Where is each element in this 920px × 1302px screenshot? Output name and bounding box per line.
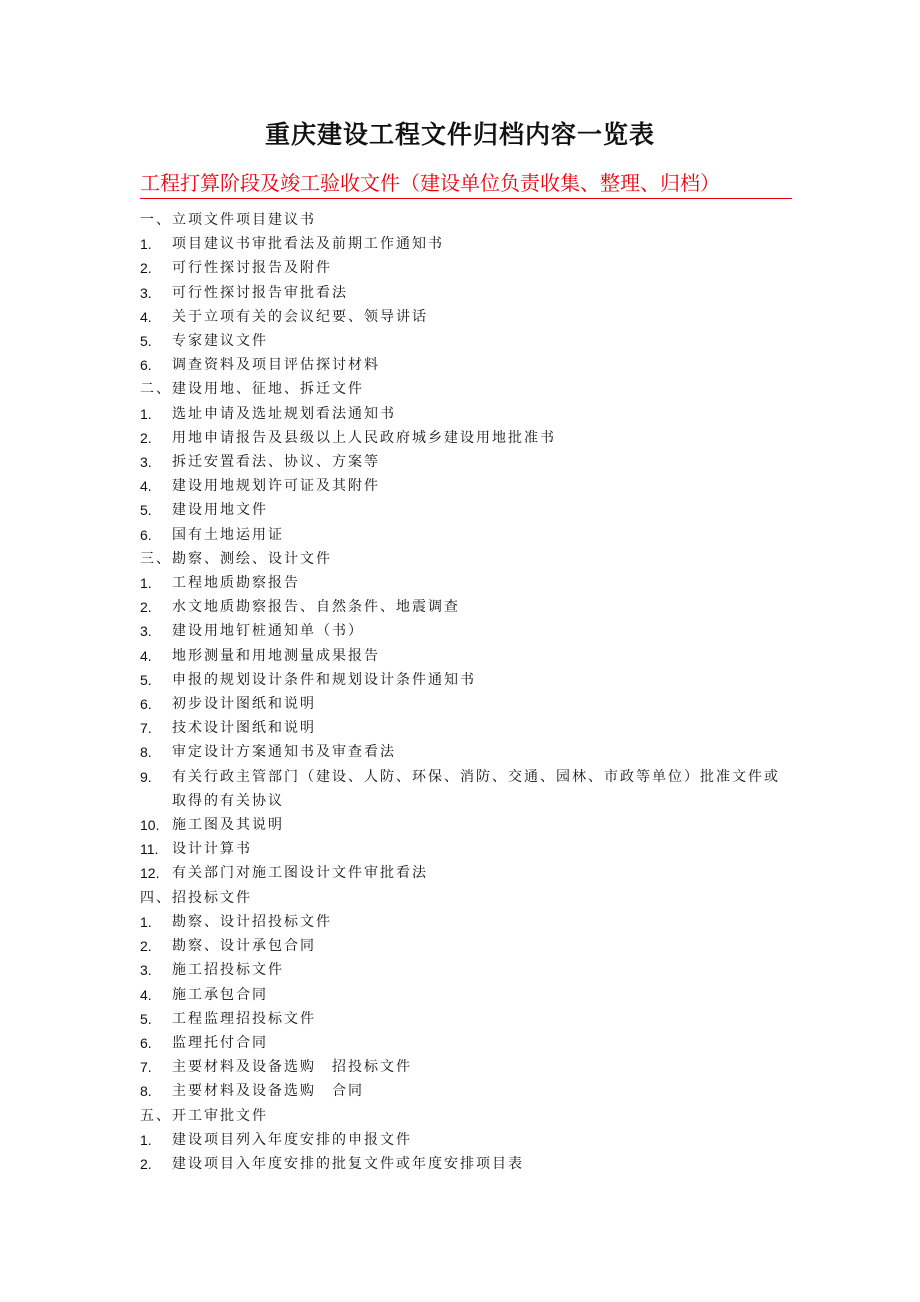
list-item [140,426,790,450]
list-item-text: 工程地质勘察报告 [172,575,300,592]
list-item-number: 2. [140,1155,152,1172]
list-item [140,305,790,329]
list-item-text: 项目建议书审批看法及前期工作通知书 [172,236,444,253]
list-item-text: 勘察、设计招投标文件 [172,913,332,930]
list-item-number: 9. [140,768,152,785]
list-item-text: 施工图及其说明 [172,817,284,834]
list-item-number: 4. [140,308,152,325]
list-item [140,1128,790,1152]
list-item-number: 2. [140,260,152,277]
list-item-text: 勘察、设计承包合同 [172,938,316,955]
list-item-text: 选址申请及选址规划看法通知书 [172,405,396,422]
list-item-number: 5. [140,502,152,519]
list-item [140,983,790,1007]
section-heading-text: 一、立项文件项目建议书 [140,212,316,228]
list-item [140,740,790,764]
list-item-text: 设计计算书 [172,841,252,858]
section-heading-text: 五、开工审批文件 [140,1107,268,1124]
list-item-text: 申报的规划设计条件和规划设计条件通知书 [172,671,476,688]
list-item-text: 建设项目列入年度安排的申报文件 [172,1131,412,1148]
list-item-text: 可行性探讨报告及附件 [172,260,332,277]
list-item-number: 8. [140,1083,152,1100]
list-item-number: 11. [140,841,159,858]
list-item-number: 3. [140,623,152,640]
list-item [140,644,790,668]
list-item-text: 拆迁安置看法、协议、方案等 [172,454,380,471]
list-item [140,571,790,595]
list-item [140,281,790,305]
list-item-number: 5. [140,671,152,688]
list-item-text: 工程监理招投标文件 [172,1010,316,1027]
list-item [140,1055,790,1079]
list-item [140,716,790,740]
list-item-text: 审定设计方案通知书及审查看法 [172,744,396,761]
list-item-text: 国有土地运用证 [172,526,284,543]
list-item-number: 6. [140,526,152,543]
list-item [140,1007,790,1031]
list-item-number: 2. [140,938,152,955]
list-item [140,523,790,547]
list-item-text: 水文地质勘察报告、自然条件、地震调查 [172,599,460,616]
list-item-text: 施工承包合同 [172,986,268,1003]
list-item-number: 4. [140,647,152,664]
section-heading-text: 三、勘察、测绘、设计文件 [140,550,332,567]
list-item-number: 3. [140,962,152,979]
list-item-number: 1. [140,236,152,253]
list-item-text: 施工招投标文件 [172,962,284,979]
list-item-text: 调查资料及项目评估探讨材料 [172,357,380,374]
list-item [140,668,790,692]
list-item-number: 6. [140,357,152,374]
list-item-number: 5. [140,333,152,350]
section-heading-text: 四、招投标文件 [140,889,252,906]
list-item-text: 技术设计图纸和说明 [172,720,316,737]
list-item-number: 7. [140,1059,152,1076]
list-item [140,1079,790,1103]
list-item [140,1031,790,1055]
list-item-text: 有关行政主管部门（建设、人防、环保、消防、交通、园林、市政等单位）批准文件或取得的有关协议 [172,768,780,809]
list-item-number: 2. [140,429,152,446]
list-item-text: 可行性探讨报告审批看法 [172,284,348,301]
list-item-number: 3. [140,454,152,471]
list-item-text: 建设项目入年度安排的批复文件或年度安排项目表 [172,1155,524,1172]
list-item-text: 建设用地文件 [172,502,268,519]
list-item [140,837,790,861]
list-item [140,256,790,280]
section-heading-text: 二、建设用地、征地、拆迁文件 [140,381,364,398]
list-item [140,1152,790,1176]
list-item-text: 有关部门对施工图设计文件审批看法 [172,865,428,882]
list-item-text: 建设用地规划许可证及其附件 [172,478,380,495]
list-item [140,498,790,522]
list-item-number: 1. [140,1131,152,1148]
list-item-number: 3. [140,284,152,301]
list-item [140,934,790,958]
document-subtitle: 工程打算阶段及竣工验收文件（建设单位负责收集、整理、归档） [140,168,792,199]
list-item [140,765,790,813]
list-item [140,692,790,716]
section-heading [140,886,790,910]
list-item-text: 用地申请报告及县级以上人民政府城乡建设用地批准书 [172,429,556,446]
list-item [140,474,790,498]
list-item [140,813,790,837]
list-item-number: 2. [140,599,152,616]
list-item-text: 关于立项有关的会议纪要、领导讲话 [172,308,428,325]
list-item-number: 7. [140,720,152,737]
document-title: 重庆建设工程文件归档内容一览表 [264,120,655,149]
section-heading [140,1104,790,1128]
list-item-number: 10. [140,817,160,834]
list-item-number: 4. [140,478,152,495]
list-item [140,329,790,353]
list-item-number: 1. [140,913,152,930]
list-item-text: 主要材料及设备选购 招投标文件 [172,1059,412,1076]
list-item [140,450,790,474]
list-item-number: 4. [140,986,152,1003]
list-item-number: 5. [140,1010,152,1027]
archive-content-list [140,208,790,1176]
list-item [140,595,790,619]
list-item [140,958,790,982]
section-heading [140,547,790,571]
list-item-text: 主要材料及设备选购 合同 [172,1083,364,1100]
list-item [140,910,790,934]
list-item-number: 6. [140,1034,152,1051]
list-item [140,861,790,885]
list-item-number: 8. [140,744,152,761]
list-item-text: 地形测量和用地测量成果报告 [172,647,380,664]
list-item-number: 1. [140,405,152,422]
list-item-number: 1. [140,575,152,592]
list-item-text: 监理托付合同 [172,1034,268,1051]
section-heading [140,377,790,401]
list-item [140,402,790,426]
list-item-text: 专家建议文件 [172,333,268,350]
list-item-text: 建设用地钉桩通知单（书） [172,623,364,640]
list-item [140,619,790,643]
list-item-text: 初步设计图纸和说明 [172,696,316,713]
section-heading [140,208,790,232]
list-item-number: 12. [140,865,160,882]
list-item-number: 6. [140,696,152,713]
list-item [140,232,790,256]
list-item [140,353,790,377]
